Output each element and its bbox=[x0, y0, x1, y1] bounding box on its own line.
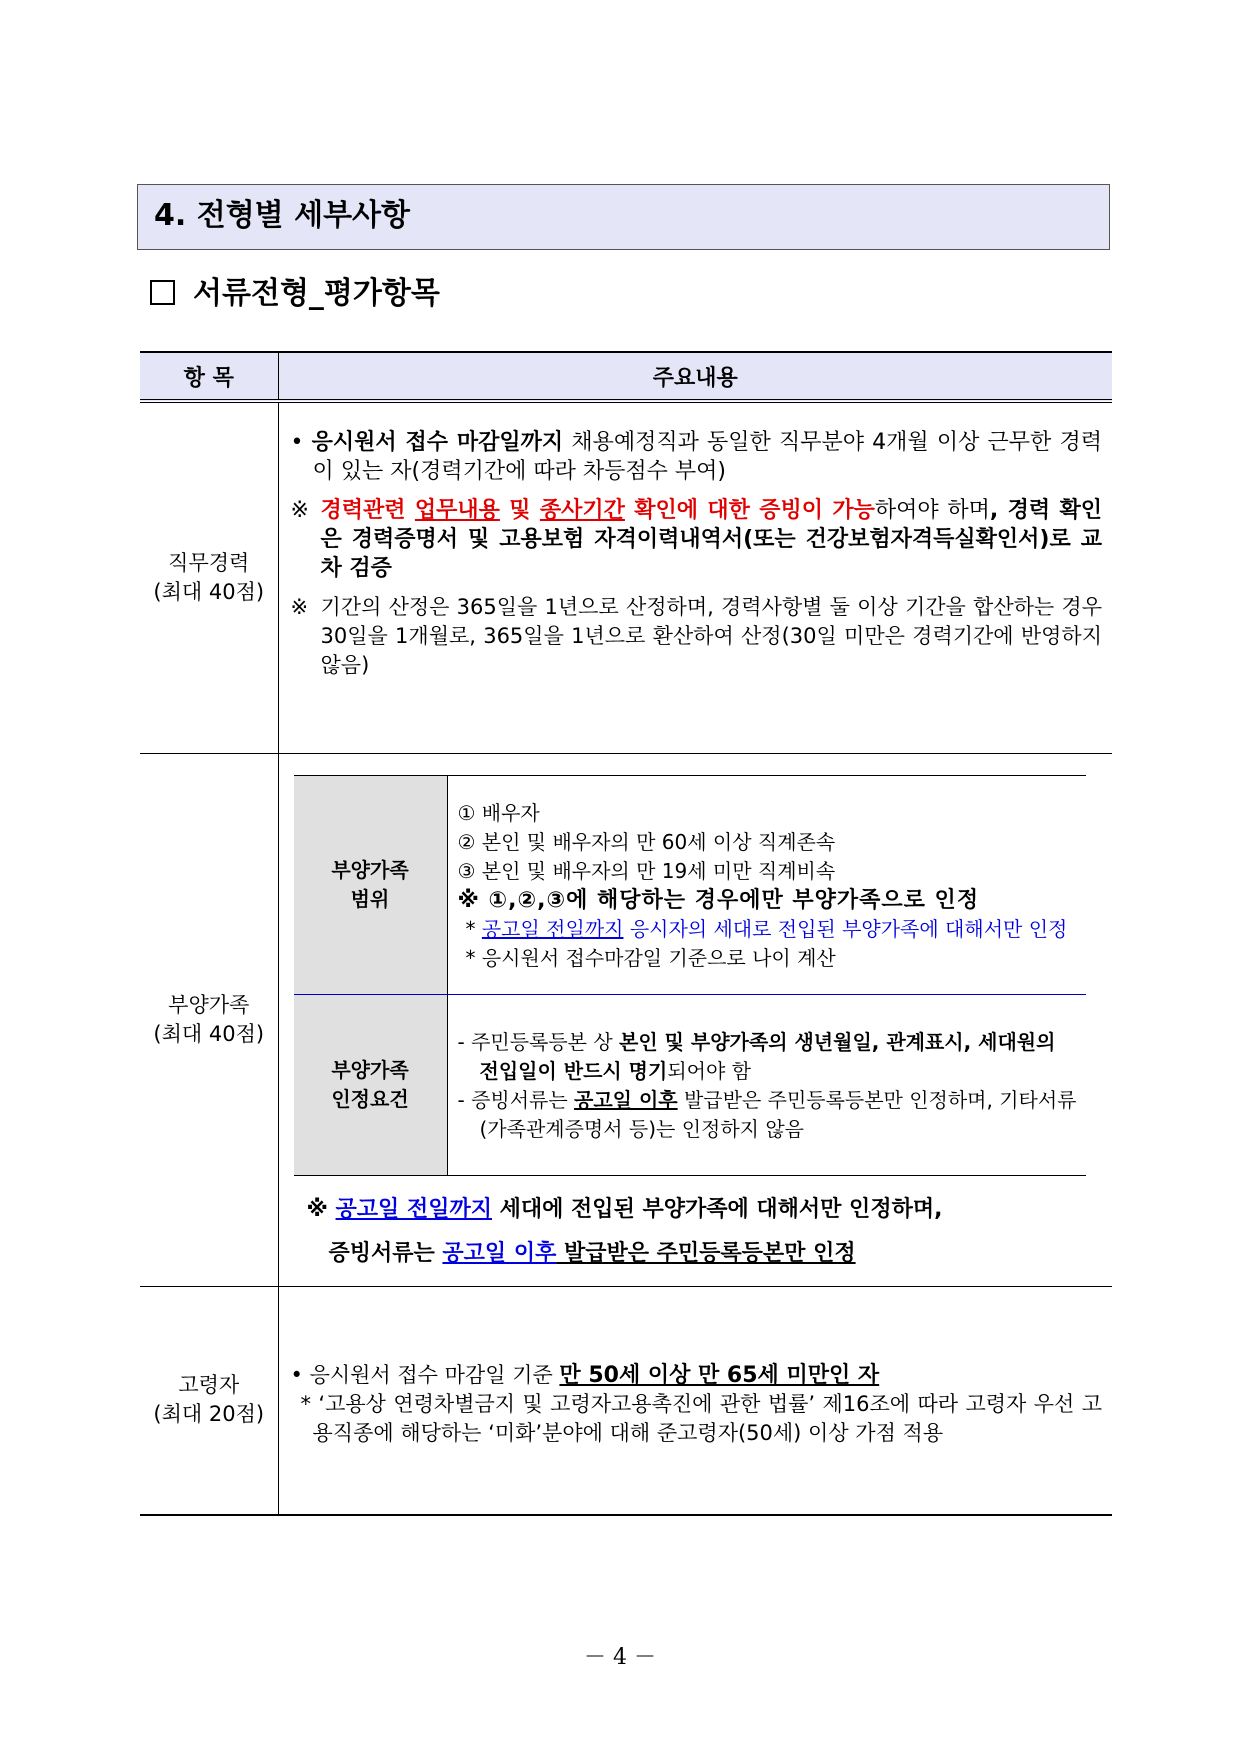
inner-label-requirement: 부양가족 인정요건 bbox=[294, 994, 448, 1175]
row-label-family: 부양가족 (최대 40점) bbox=[140, 753, 278, 1286]
elderly-note: * ‘고용상 연령차별금지 및 고령자고용촉진에 관한 법률’ 제16조에 따라 고령자 우선 고용직종에 해당하는 ‘미화’분야에 대해 준고령자(50세) 이상 가점 적용 bbox=[300, 1391, 1102, 1445]
elderly-bullet: • 응시원서 접수 마감일 기준 만 50세 이상 만 65세 미만인 자 bbox=[290, 1362, 880, 1388]
inner-value-requirement bbox=[447, 994, 1086, 1175]
career-note-2: ※ 기간의 산정은 365일을 1년으로 산정하며, 경력사항별 둘 이상 기간을 합산하는 경우 30일을 1개월로, 365일을 1년으로 환산하여 산정(30일 미만은 경력기간에 반영하지 않음) bbox=[290, 594, 1102, 677]
row-label-career: 직무경력 (최대 40점) bbox=[140, 401, 278, 753]
list-item: ② 본인 및 배우자의 만 60세 이상 직계존속 bbox=[457, 829, 836, 854]
career-bullet: • 응시원서 접수 마감일까지 채용예정직과 동일한 직무분야 4개월 이상 근무한 경력이 있는 자(경력기간에 따라 차등점수 부여) bbox=[290, 429, 1102, 484]
header-item: 항 목 bbox=[140, 352, 278, 401]
list-item: ③ 본인 및 배우자의 만 19세 미만 직계비속 bbox=[457, 858, 836, 883]
family-outer-note: ※ 공고일 전일까지 세대에 전입된 부양가족에 대해서만 인정하며, 증빙서류는 공고일 이후 발급받은 주민등록등본만 인정 bbox=[306, 1196, 943, 1266]
row-content-career bbox=[278, 401, 1112, 753]
range-note-blue: * 공고일 전일까지 응시자의 세대로 전입된 부양가족에 대해서만 인정 bbox=[465, 916, 1068, 941]
list-item: ① 배우자 bbox=[457, 800, 540, 825]
row-content-family bbox=[278, 753, 1112, 1286]
page-number: － 4 － bbox=[584, 1645, 656, 1670]
range-note: ※ ①,②,③에 해당하는 경우에만 부양가족으로 인정 bbox=[457, 887, 980, 913]
family-inner-table bbox=[294, 775, 1086, 1176]
inner-label-range: 부양가족 범위 bbox=[294, 775, 448, 994]
inner-value-range bbox=[447, 775, 1086, 994]
checkbox-icon bbox=[150, 280, 175, 305]
section-title: 4. 전형별 세부사항 bbox=[137, 184, 1110, 250]
range-note-age: * 응시원서 접수마감일 기준으로 나이 계산 bbox=[465, 945, 836, 970]
subsection-title-text: 서류전형_평가항목 bbox=[193, 276, 440, 311]
subsection-title bbox=[150, 274, 440, 314]
header-content: 주요내용 bbox=[278, 352, 1112, 401]
requirement-line-2: - 증빙서류는 공고일 이후 발급받은 주민등록등본만 인정하며, 기타서류(가족관계증명서 등)는 인정하지 않음 bbox=[457, 1087, 1077, 1141]
row-label-elderly: 고령자 (최대 20점) bbox=[140, 1286, 278, 1515]
requirement-line-1: - 주민등록등본 상 본인 및 부양가족의 생년월일, 관계표시, 세대원의 전입일이 반드시 명기되어야 함 bbox=[457, 1029, 1056, 1083]
row-content-elderly bbox=[278, 1286, 1112, 1515]
evaluation-table bbox=[140, 351, 1112, 1516]
career-note-1: ※ 경력관련 업무내용 및 종사기간 확인에 대한 증빙이 가능하여야 하며, 경력 확인은 경력증명서 및 고용보험 자격이력내역서(또는 건강보험자격득실확인서)로 교차 검증 bbox=[290, 497, 1102, 581]
